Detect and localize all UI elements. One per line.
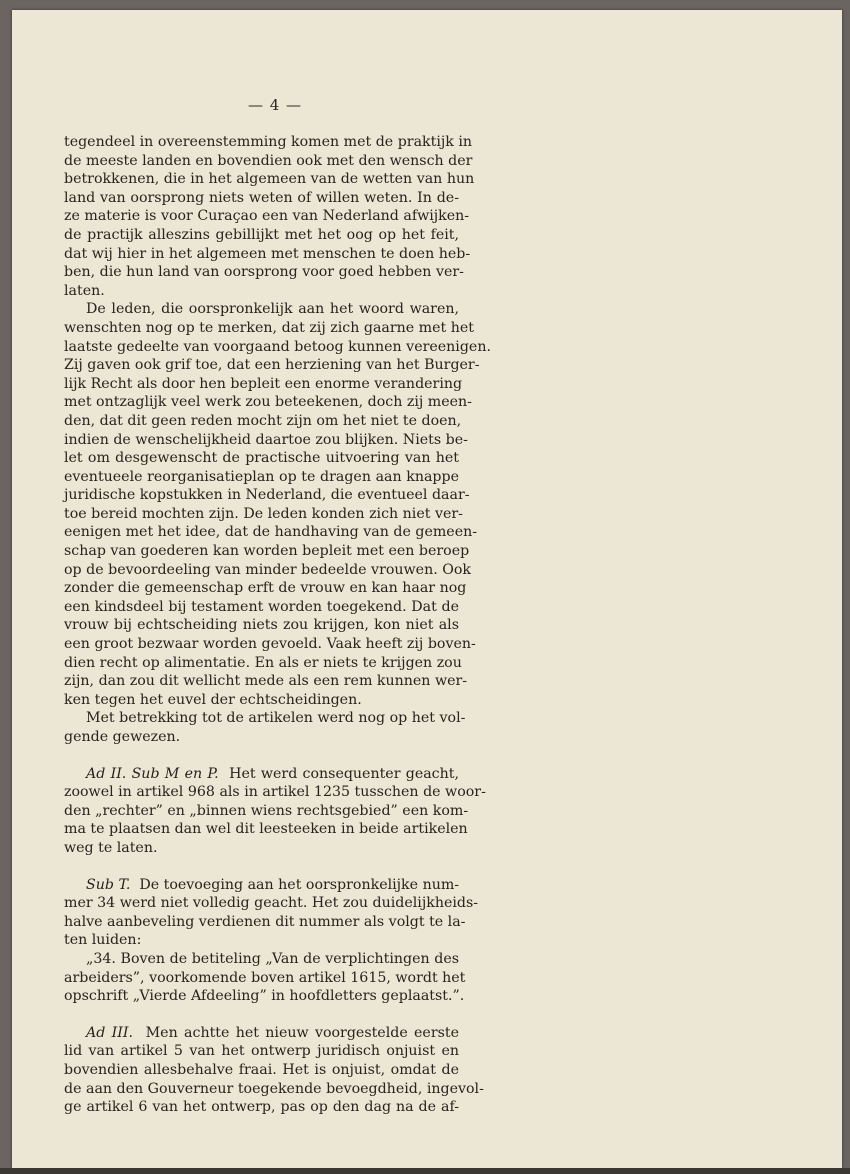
text-line: ma te plaatsen dan wel dit leesteeken in beide artikelen	[64, 821, 468, 838]
text-line: betrokkenen, die in het algemeen van de wetten van hun	[64, 171, 475, 188]
text-line: dien recht op alimentatie. En als er niets te krijgen zou	[64, 654, 462, 671]
text-line: ze materie is voor Curaçao een van Nederland afwijken-	[64, 208, 470, 225]
text-line: op de bevoordeeling van minder bedeelde vrouwen. Ook	[64, 561, 471, 578]
text-line-content: Het werd consequenter geacht,	[229, 765, 459, 782]
section-heading: Ad III.	[86, 1024, 133, 1041]
text-line: halve aanbeveling verdienen dit nummer als volgt te la-	[64, 913, 466, 930]
text-line-content: Men achtte het nieuw voorgestelde eerste	[145, 1024, 459, 1041]
document-body	[64, 133, 491, 1117]
text-line: lijk Recht als door hen bepleit een enorme verandering	[64, 375, 463, 392]
text-line: land van oorsprong niets weten of willen weten. In de-	[64, 189, 459, 206]
text-line: Zij gaven ook grif toe, dat een herziening van het Burger-	[64, 357, 480, 374]
text-line: de meeste landen en bovendien ook met den wensch der	[64, 152, 473, 169]
text-line: vrouw bij echtscheiding niets zou krijgen, kon niet als	[64, 617, 459, 634]
text-line: opschrift „Vierde Afdeeling” in hoofdletters geplaatst.”.	[64, 988, 465, 1005]
text-line: lid van artikel 5 van het ontwerp juridisch onjuist en	[64, 1043, 459, 1060]
paragraph-ad-ii	[64, 765, 486, 858]
text-line: toe bereid mochten zijn. De leden konden zich niet ver-	[64, 505, 463, 522]
paragraph-1	[64, 133, 475, 300]
text-line: „34. Boven de betiteling „Van de verplichtingen des	[86, 950, 459, 967]
text-line: ben, die hun land van oorsprong voor goed hebben ver-	[64, 264, 464, 281]
text-line	[64, 876, 459, 895]
paragraph-sub-t	[64, 876, 479, 950]
page-number: — 4 —	[247, 96, 303, 114]
scan-bottom-edge	[0, 1168, 850, 1174]
text-line: weg te laten.	[64, 839, 158, 856]
paragraph-3	[64, 709, 466, 746]
text-line: bovendien allesbehalve fraai. Het is onjuist, omdat de	[64, 1061, 459, 1078]
text-line: wenschten nog op te merken, dat zij zich gaarne met het	[64, 319, 474, 336]
text-line: een kindsdeel bij testament worden toegekend. Dat de	[64, 598, 459, 615]
text-line: gende gewezen.	[64, 729, 181, 745]
text-line: laten.	[64, 282, 105, 299]
text-line: zonder die gemeenschap erft de vrouw en kan haar nog	[64, 580, 467, 597]
text-line: een groot bezwaar worden gevoeld. Vaak heeft zij boven-	[64, 636, 476, 653]
text-line: zijn, dan zou dit wellicht mede als een rem kunnen wer-	[64, 673, 468, 690]
text-line: dat wij hier in het algemeen met menschen te doen heb-	[64, 245, 471, 262]
text-line: de practijk alleszins gebillijkt met het oog op het feit,	[64, 226, 459, 243]
text-line: laatste gedeelte van voorgaand betoog kunnen vereenigen.	[64, 338, 491, 355]
section-heading: Sub T.	[86, 876, 131, 893]
text-line-content: De toevoeging aan het oorspronkelijke num-	[139, 876, 460, 893]
text-line: Met betrekking tot de artikelen werd nog op het vol-	[86, 710, 466, 727]
section-heading: Ad II. Sub M en P.	[86, 765, 219, 782]
text-line: ge artikel 6 van het ontwerp, pas op den dag na de af-	[64, 1099, 459, 1116]
text-line: De leden, die oorspronkelijk aan het woord waren,	[86, 301, 459, 318]
text-line: juridische kopstukken in Nederland, die eventueel daar-	[64, 487, 470, 504]
text-line: eventueele reorganisatieplan op te dragen aan knappe	[64, 468, 459, 485]
text-line: indien de wenschelijkheid daartoe zou blijken. Niets be-	[64, 431, 468, 448]
paragraph-quote	[64, 950, 466, 1006]
text-line: tegendeel in overeenstemming komen met de praktijk in	[64, 134, 473, 150]
text-line: eenigen met het idee, dat de handhaving van de gemeen-	[64, 524, 478, 541]
text-line: ten luiden:	[64, 932, 142, 949]
text-line	[64, 765, 459, 784]
text-line: mer 34 werd niet volledig geacht. Het zou duidelijkheids-	[64, 895, 479, 912]
text-line: let om desgewenscht de practische uitvoering van het	[64, 450, 459, 467]
text-line: ken tegen het euvel der echtscheidingen.	[64, 691, 362, 708]
paragraph-ad-iii	[64, 1024, 484, 1117]
text-line: met ontzaglijk veel werk zou beteekenen, doch zij meen-	[64, 394, 472, 411]
text-line: zoowel in artikel 968 als in artikel 1235 tusschen de woor-	[64, 784, 486, 801]
text-line: den, dat dit geen reden mocht zijn om het niet te doen,	[64, 412, 462, 429]
text-line: schap van goederen kan worden bepleit met een beroep	[64, 543, 470, 560]
text-line	[64, 1024, 459, 1043]
paragraph-2	[64, 300, 491, 709]
text-line: den „rechter” en „binnen wiens rechtsgebied” een kom-	[64, 802, 469, 819]
text-line: de aan den Gouverneur toegekende bevoegdheid, ingevol-	[64, 1080, 484, 1097]
text-line: arbeiders”, voorkomende boven artikel 1615, wordt het	[64, 969, 466, 986]
